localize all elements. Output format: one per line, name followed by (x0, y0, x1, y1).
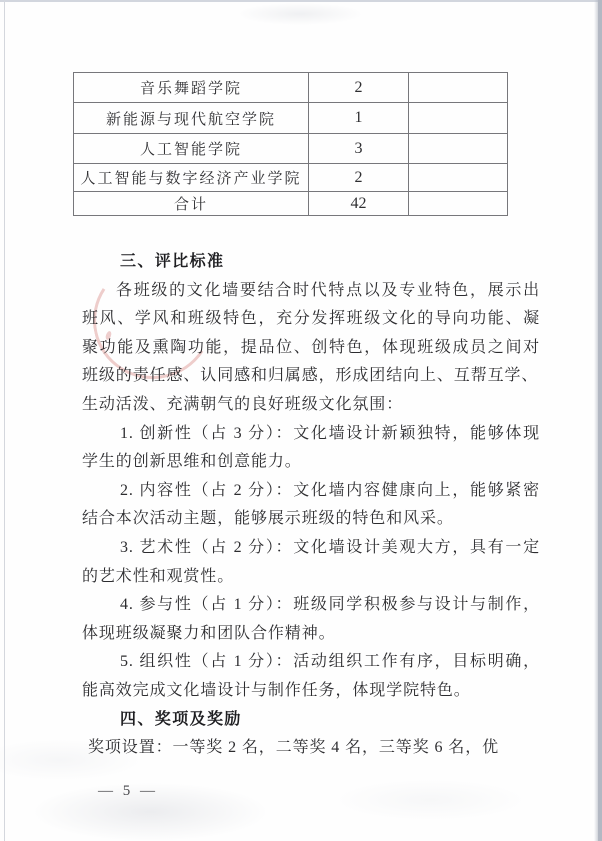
table-row (74, 134, 508, 164)
cell-count: 2 (309, 73, 409, 103)
cell-count: 42 (309, 192, 409, 216)
doc-line: 1. 创新性（占 3 分）：文化墙设计新颖独特，能够体现 (120, 424, 540, 442)
doc-line: 学生的创新思维和创意能力。 (82, 453, 302, 471)
doc-line: 奖项设置：一等奖 2 名，二等奖 4 名，三等奖 6 名，优 (88, 739, 500, 757)
page-number: — 5 — (98, 783, 158, 799)
doc-line: 3. 艺术性（占 2 分）：文化墙设计美观大方，具有一定 (120, 538, 540, 556)
cell-count: 1 (309, 103, 409, 134)
doc-line: 班风、学风和班级特色，充分发挥班级文化的导向功能、凝 (82, 310, 540, 328)
scan-edge-left-line (4, 0, 5, 841)
doc-line: 2. 内容性（占 2 分）：文化墙内容健康向上，能够紧密 (120, 481, 540, 499)
cell-note (409, 192, 508, 216)
scan-edge-top (0, 0, 602, 2)
cell-college: 人工智能学院 (74, 134, 309, 164)
doc-line: 的艺术性和观赏性。 (82, 567, 235, 585)
table-row (74, 192, 508, 216)
cell-count: 3 (309, 134, 409, 164)
table-row (74, 103, 508, 134)
doc-line: 生动活泼、充满朝气的良好班级文化氛围： (82, 395, 404, 413)
section-heading: 四、奖项及奖励 (120, 710, 242, 728)
section-heading: 三、评比标准 (120, 253, 225, 270)
cell-count: 2 (309, 164, 409, 192)
doc-line: 班级的责任感、认同感和归属感，形成团结向上、互帮互学、 (82, 367, 539, 385)
college-table-body (74, 73, 508, 216)
table-row (74, 73, 508, 103)
doc-line: 5. 组织性（占 1 分）：活动组织工作有序，目标明确， (120, 653, 540, 671)
cell-note (409, 164, 508, 192)
doc-lines (82, 248, 540, 763)
cell-note (409, 134, 508, 164)
cell-note (409, 73, 508, 103)
doc-line: 体现班级凝聚力和团队合作精神。 (82, 624, 336, 642)
doc-line: 聚功能及熏陶功能，提品位、创特色，体现班级成员之间对 (82, 338, 540, 356)
doc-line: 结合本次活动主题，能够展示班级的特色和风采。 (82, 510, 454, 528)
college-count-table (73, 72, 508, 216)
doc-line: 能高效完成文化墙设计与制作任务，体现学院特色。 (82, 681, 471, 699)
cell-college: 新能源与现代航空学院 (74, 103, 309, 134)
cell-college: 合计 (74, 192, 309, 216)
scan-edge-right (598, 0, 602, 841)
table-row (74, 164, 508, 192)
cell-college: 音乐舞蹈学院 (74, 73, 309, 103)
doc-line: 4. 参与性（占 1 分）：班级同学积极参与设计与制作， (120, 596, 540, 614)
cell-note (409, 103, 508, 134)
cell-college: 人工智能与数字经济产业学院 (74, 164, 309, 192)
doc-line: 各班级的文化墙要结合时代特点以及专业特色，展示出 (116, 281, 540, 299)
